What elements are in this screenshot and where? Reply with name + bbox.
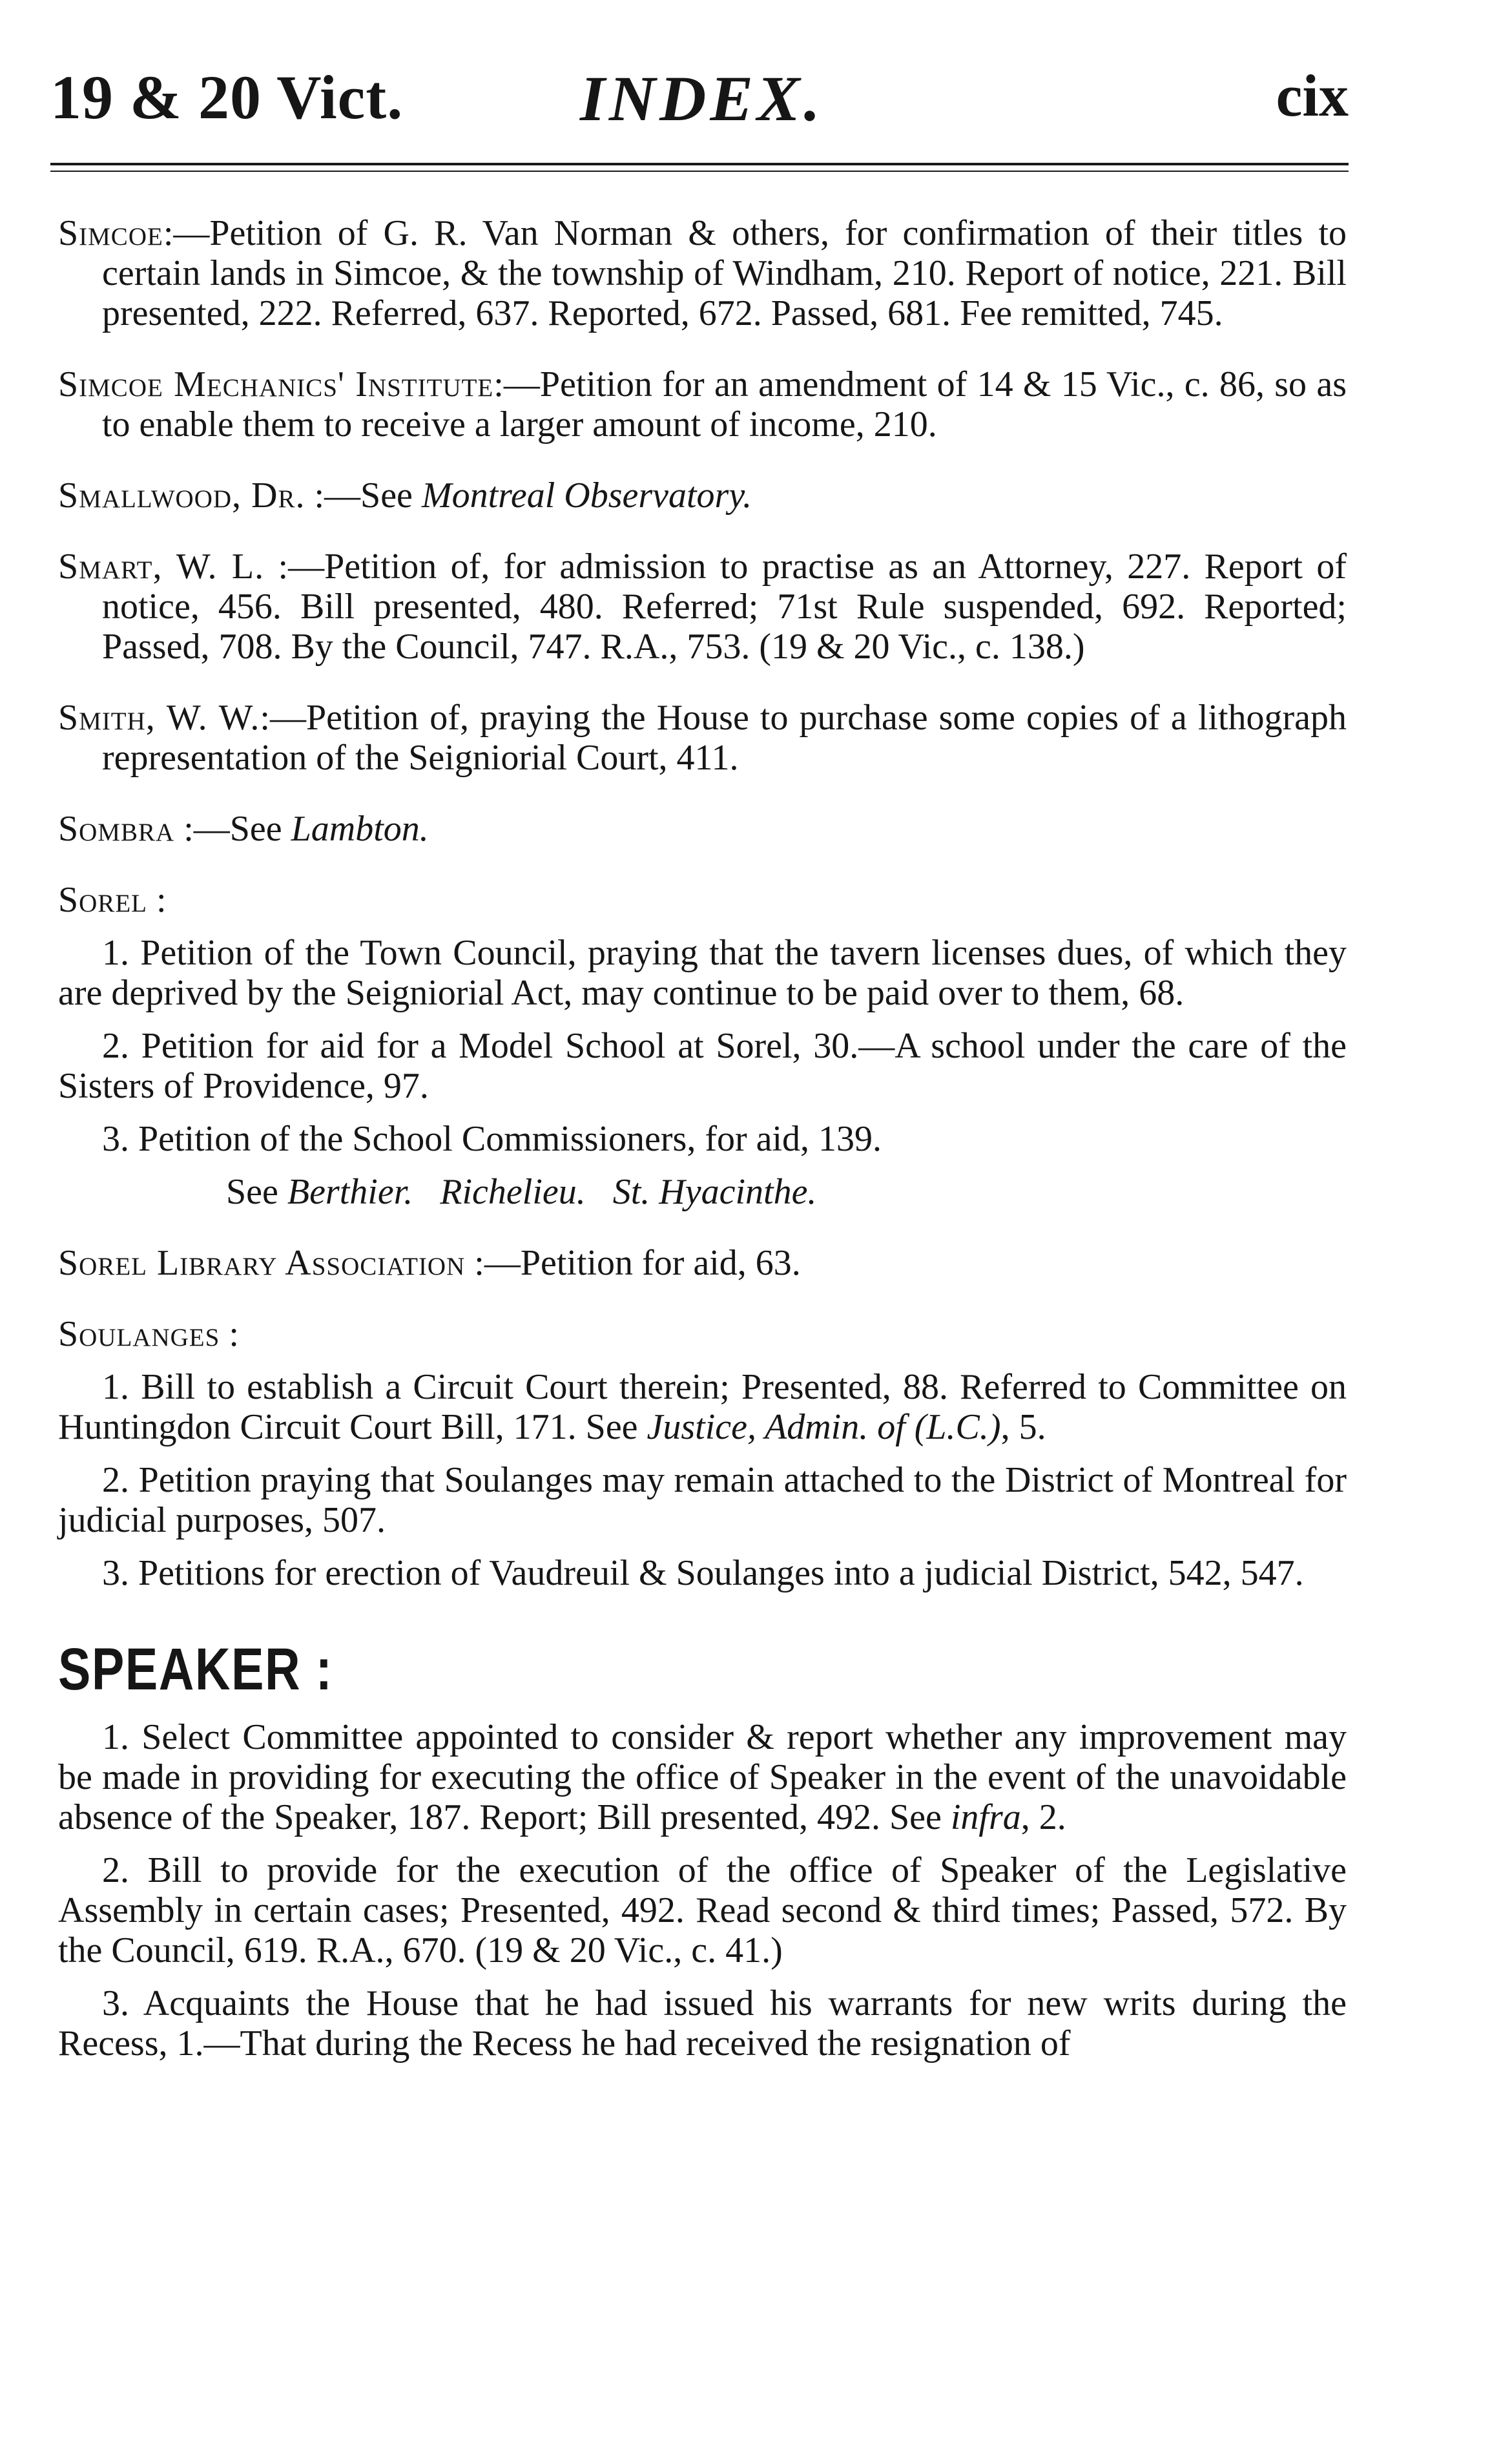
entry-text: :—Petition of, praying the House to purchase some copies of a lithograph representation of the Seigniorial Court, 411. (102, 698, 1347, 778)
entry-text: :—See (305, 475, 422, 516)
header-page-number: cix (1276, 63, 1349, 129)
entry-sombra (58, 809, 1347, 849)
entry-headword: Sorel Library Association (58, 1243, 466, 1283)
entry-text: :—Petition for an amendment of 14 & 15 Vic., c. 86, so as to enable them to receive a larger amount of income, 210. (102, 364, 1347, 444)
cross-reference: Berthier. (287, 1172, 413, 1212)
entry-text: :—Petition of, for admission to practise as an Attorney, 227. Report of notice, 456. Bill presented, 480. Referred; 71st Rule suspended, 692. Reported; Passed, 708. By the Council, 747. R.A., 753. (19 & 20 Vic., c. 138.) (102, 547, 1347, 667)
item-text: 1. Bill to establish a Circuit Court therein; Presented, 88. Referred to Committee on Huntingdon Circuit Court Bill, 171. See (58, 1367, 1347, 1447)
entry-headword: Smart, W. L. (58, 547, 265, 587)
sorel-item-3: 3. Petition of the School Commissioners, for aid, 139. (102, 1119, 882, 1159)
entry-smart (58, 547, 1347, 667)
entry-colon: : (220, 1314, 239, 1354)
sorel-item-2: 2. Petition for aid for a Model School at Sorel, 30.—A school under the care of the Sisters of Providence, 97. (58, 1026, 1347, 1106)
sorel-see-also (58, 1172, 1347, 1212)
soulanges-item-3: 3. Petitions for erection of Vaudreuil & Soulanges into a judicial District, 542, 547. (102, 1553, 1304, 1593)
speaker-item-3: 3. Acquaints the House that he had issued his warrants for new writs during the Recess, 1.—That during the Recess he had received the resignation of (58, 1983, 1347, 2063)
page-header (50, 61, 1349, 139)
entry-simcoe (58, 213, 1347, 333)
cross-reference: infra (950, 1797, 1021, 1837)
sorel-item-1: 1. Petition of the Town Council, praying that the tavern licenses dues, of which they are deprived by the Seigniorial Act, may continue to be paid over to them, 68. (58, 933, 1347, 1013)
soulanges-item-1 (58, 1367, 1347, 1447)
entry-sorel (58, 880, 1347, 920)
item-tail: , 2. (1020, 1797, 1066, 1837)
soulanges-item-2: 2. Petition praying that Soulanges may remain attached to the District of Montreal for judicial purposes, 507. (58, 1460, 1347, 1540)
entry-text: :—Petition for aid, 63. (465, 1243, 801, 1283)
entry-headword: Smith, W. W. (58, 698, 260, 738)
index-body (58, 213, 1347, 2076)
item-text: 1. Select Committee appointed to consider & report whether any improvement may be made in providing for executing the office of Speaker in the event of the unavoidable absence of the Speaker, 187. Report; Bill presented, 492. See (58, 1717, 1347, 1837)
item-tail: , 5. (1000, 1407, 1046, 1447)
header-title: INDEX. (580, 63, 824, 134)
entry-soulanges (58, 1314, 1347, 1354)
entry-text: :—Petition of G. R. Van Norman & others, for confirmation of their titles to certain lands in Simcoe, & the township of Windham, 210. Report of notice, 221. Bill presented, 222. Referred, 637. Reported, 672. Passed, 681. Fee remitted, 745. (102, 213, 1347, 333)
cross-reference: Justice, Admin. of (L.C.) (647, 1407, 1001, 1447)
header-rule-thin (50, 171, 1349, 172)
entry-text: :—See (174, 809, 291, 849)
cross-reference: St. Hyacinthe. (612, 1172, 817, 1212)
entry-headword: Sombra (58, 809, 175, 849)
entry-simcoe-mechanics (58, 364, 1347, 444)
entry-smith (58, 698, 1347, 778)
section-heading-speaker: SPEAKER : (58, 1636, 333, 1702)
entry-headword: Soulanges (58, 1314, 220, 1354)
header-session: 19 & 20 Vict. (50, 63, 404, 132)
cross-reference: Montreal Observatory. (421, 475, 752, 516)
entry-colon: : (147, 880, 167, 920)
entry-smallwood (58, 475, 1347, 516)
see-label: See (226, 1172, 287, 1212)
cross-reference: Lambton. (291, 809, 429, 849)
cross-reference: Richelieu. (440, 1172, 586, 1212)
entry-headword: Smallwood, Dr. (58, 475, 305, 516)
speaker-item-1 (58, 1717, 1347, 1837)
entry-headword: Simcoe Mechanics' Institute (58, 364, 494, 404)
header-rule-thick (50, 163, 1349, 165)
speaker-item-2: 2. Bill to provide for the execution of the office of Speaker of the Legislative Assembly in certain cases; Presented, 492. Read second & third times; Passed, 572. By the Council, 619. R.A., 670. (19 & 20 Vic., c. 41.) (58, 1850, 1347, 1970)
entry-headword: Sorel (58, 880, 147, 920)
entry-sorel-library (58, 1243, 1347, 1283)
entry-headword: Simcoe (58, 213, 163, 253)
